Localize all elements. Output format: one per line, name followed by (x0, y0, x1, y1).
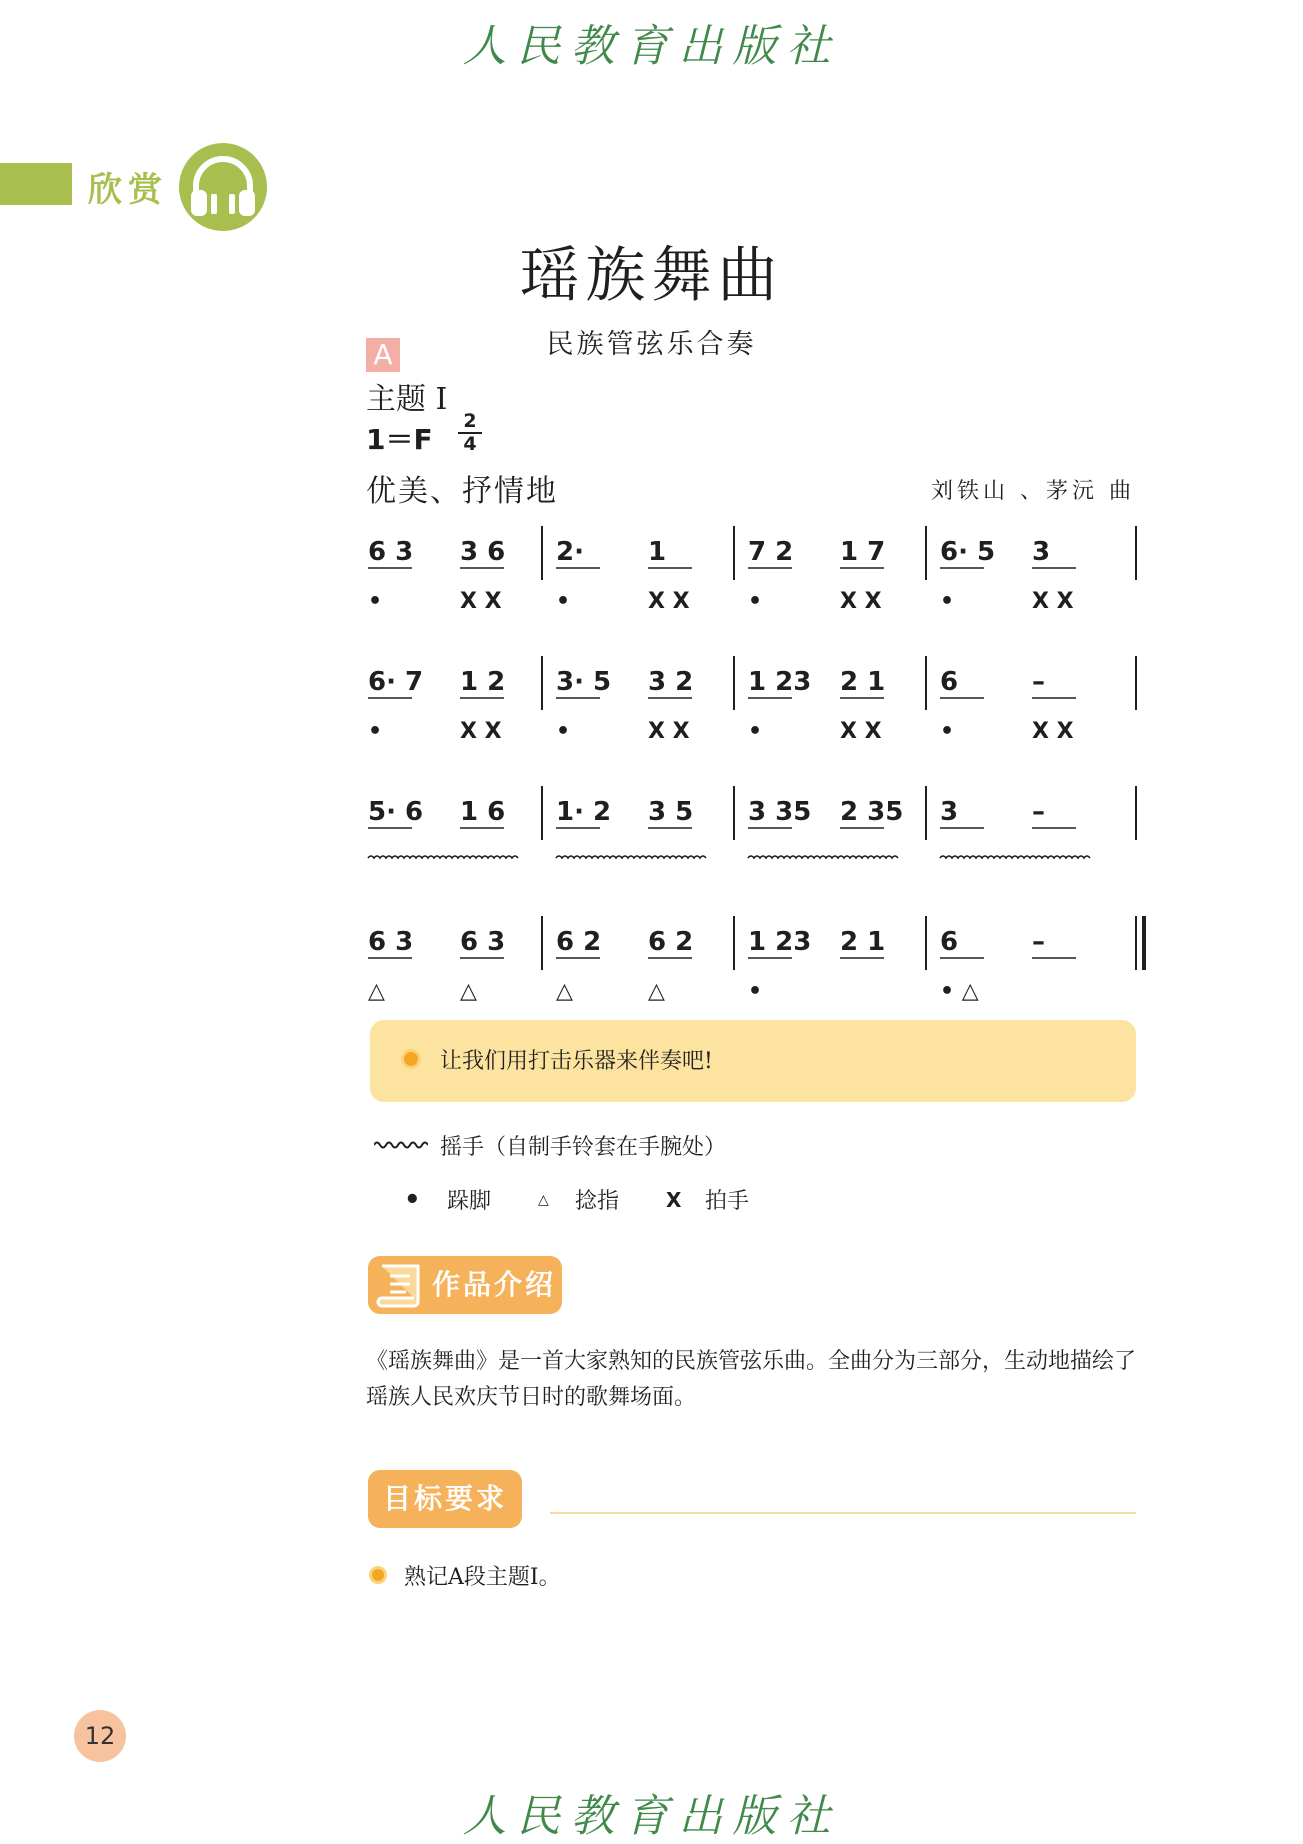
percussion-mark: • (748, 719, 763, 744)
note-group: 1 7 (840, 537, 886, 567)
percussion-mark: △ (460, 979, 477, 1004)
note-group: 3 35 (748, 797, 812, 827)
percussion-mark: • (748, 979, 763, 1004)
theme-label: 主题 Ⅰ (366, 382, 448, 417)
shake-wave-icon (374, 1140, 428, 1150)
note-group: 2· (556, 537, 584, 567)
tempo-marking: 优美、抒情地 (366, 474, 558, 509)
percussion-mark: • (556, 589, 571, 614)
piece-title: 瑶族舞曲 (519, 241, 784, 311)
percussion-mark: • (368, 719, 383, 744)
piece-subtitle: 民族管弦乐合奏 (546, 329, 757, 360)
note-group: 2 1 (840, 927, 886, 957)
note-group: 6 2 (556, 927, 602, 957)
intro-tag: 作品介绍 (368, 1256, 562, 1314)
legend-shake: 摇手（自制手铃套在手腕处） (440, 1135, 727, 1160)
note-group: 1 (648, 537, 667, 567)
goal-divider (550, 1512, 1136, 1514)
stomp-dot-icon: • (404, 1184, 421, 1215)
note-group: 3 (940, 797, 959, 827)
note-group: 1 23 (748, 927, 812, 957)
bullet-icon (372, 1569, 384, 1581)
percussion-mark: • (368, 589, 383, 614)
percussion-mark: △ (368, 979, 385, 1004)
percussion-mark: X X (460, 589, 502, 614)
note-group: 1 23 (748, 667, 812, 697)
note-group: 6 3 (368, 537, 414, 567)
section-badge: A (366, 338, 400, 372)
key-signature: 1＝F (366, 423, 433, 456)
note-group: 6· 5 (940, 537, 996, 567)
shake-wave (556, 856, 706, 858)
legend-snap: 捻指 (575, 1189, 620, 1214)
note-group: – (1032, 797, 1045, 827)
percussion-mark: • (940, 589, 955, 614)
meter-top: 2 (463, 410, 477, 432)
publisher-watermark-top: 人民教育出版社 (462, 21, 841, 72)
snap-triangle-icon: △ (538, 1191, 549, 1208)
percussion-mark: X X (840, 589, 882, 614)
note-group: 1 6 (460, 797, 506, 827)
shake-wave (368, 856, 518, 858)
section-label: 欣赏 (88, 170, 168, 210)
intro-paragraph: 《瑶族舞曲》是一首大家熟知的民族管弦乐曲。全曲分为三部分，生动地描绘了瑶族人民欢庆节日时的歌舞场面。 (366, 1349, 1137, 1410)
percussion-mark: • (556, 719, 571, 744)
note-group: 3 (1032, 537, 1051, 567)
scroll-icon (374, 1262, 426, 1310)
percussion-mark: △ (556, 979, 573, 1004)
composer-credit: 刘铁山 、茅沅 曲 (931, 479, 1135, 504)
meter-bottom: 4 (463, 433, 477, 455)
bullet-icon (404, 1052, 418, 1066)
note-group: – (1032, 667, 1045, 697)
percussion-mark: X X (648, 589, 690, 614)
note-group: 7 2 (748, 537, 794, 567)
note-group: 3 2 (648, 667, 694, 697)
legend-stomp: 跺脚 (447, 1189, 492, 1214)
note-group: 3 6 (460, 537, 506, 567)
percussion-mark: • △ (940, 979, 979, 1004)
percussion-mark: X X (1032, 589, 1074, 614)
note-group: 6 (940, 667, 959, 697)
percussion-mark: △ (648, 979, 665, 1004)
shake-wave (940, 856, 1090, 858)
goal-item: 熟记A段主题Ⅰ。 (404, 1565, 561, 1590)
clap-x-icon: X (666, 1187, 682, 1212)
note-group: 6· 7 (368, 667, 424, 697)
percussion-mark: • (940, 719, 955, 744)
legend-clap: 拍手 (705, 1189, 750, 1214)
note-group: 3· 5 (556, 667, 612, 697)
note-group: 3 5 (648, 797, 694, 827)
note-group: 6 3 (460, 927, 506, 957)
note-group: 6 3 (368, 927, 414, 957)
percussion-mark: X X (1032, 719, 1074, 744)
note-group: 1 2 (460, 667, 506, 697)
note-group: 6 (940, 927, 959, 957)
note-group: – (1032, 927, 1045, 957)
tip-text: 让我们用打击乐器来伴奏吧! (440, 1049, 713, 1074)
note-group: 1· 2 (556, 797, 612, 827)
percussion-mark: X X (840, 719, 882, 744)
goal-tag: 目标要求 (368, 1470, 522, 1528)
note-group: 2 1 (840, 667, 886, 697)
legend-row (404, 1184, 749, 1215)
page-number: 12 (74, 1710, 126, 1762)
percussion-mark: X X (648, 719, 690, 744)
shake-wave (748, 856, 898, 858)
publisher-watermark-bottom: 人民教育出版社 (462, 1791, 841, 1842)
note-group: 5· 6 (368, 797, 424, 827)
percussion-mark: X X (460, 719, 502, 744)
percussion-mark: • (748, 589, 763, 614)
note-group: 2 35 (840, 797, 904, 827)
note-group: 6 2 (648, 927, 694, 957)
